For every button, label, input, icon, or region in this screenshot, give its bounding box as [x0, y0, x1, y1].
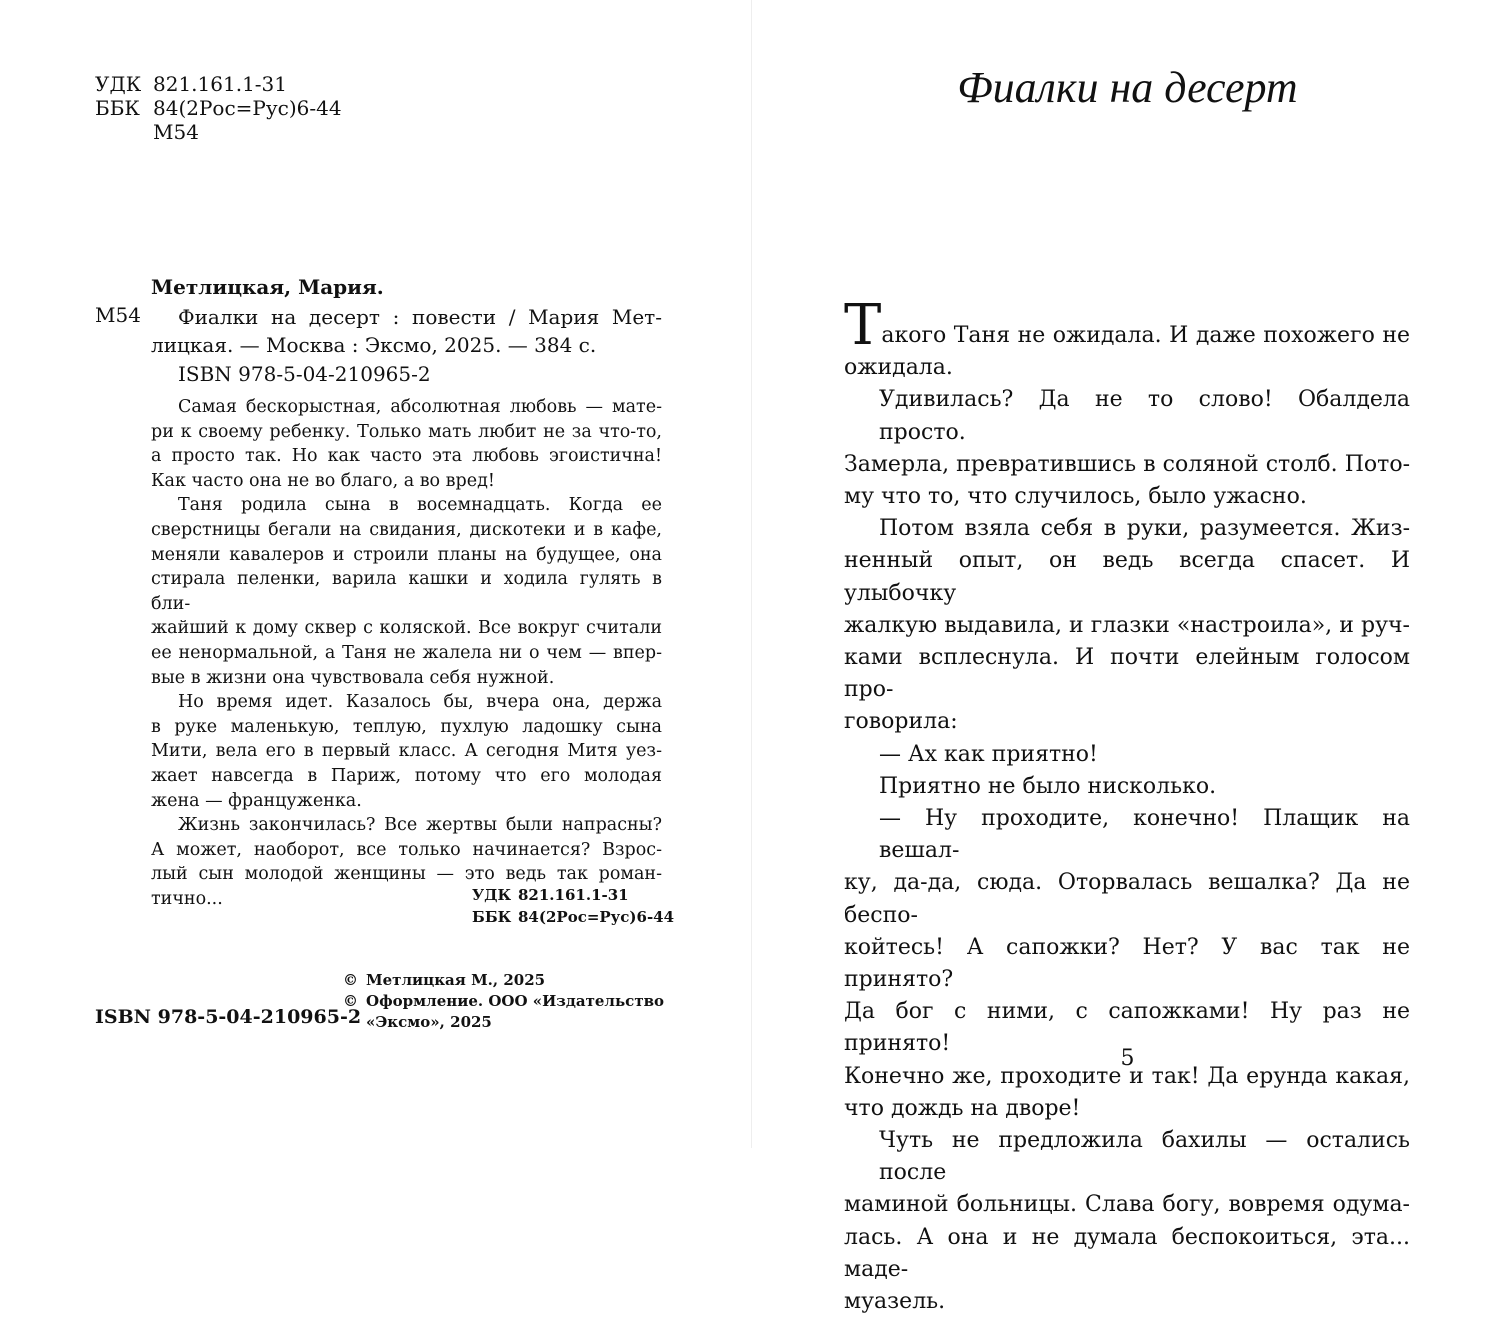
text-line: лась. А она и не думала беспокоиться, эта... маде-: [844, 1224, 1410, 1282]
author-mark: М54: [153, 120, 199, 144]
copyright-symbol: ©: [343, 971, 358, 989]
annotation-line: тично...: [151, 888, 223, 909]
text-line: говорила:: [844, 709, 958, 735]
left-page: [0, 0, 751, 1148]
copyright-symbol: ©: [343, 992, 358, 1010]
text-line: ками всплеснула. И почти елейным голосом про-: [844, 645, 1410, 703]
copyright-author: Метлицкая М., 2025: [366, 971, 546, 989]
annotation-line: сверстницы бегали на свидания, дискотеки и в кафе,: [151, 519, 662, 540]
annotation-line: Как часто она не во благо, а во вред!: [151, 470, 495, 491]
annotation-line: вые в жизни она чувствовала себя нужной.: [151, 667, 555, 688]
bbk-value: 84(2Рос=Рус)6-44: [153, 96, 342, 120]
bbk-value: 84(2Рос=Рус)6-44: [518, 908, 675, 926]
annotation-line: А может, наоборот, все только начинается? Взрос-: [151, 839, 662, 860]
classification-block: [95, 72, 342, 144]
bottom-classification: [472, 884, 674, 928]
text-line: ненный опыт, он ведь всегда спасет. И улыбочку: [844, 548, 1410, 606]
bib-line: лицкая. — Москва : Эксмо, 2025. — 384 с.: [151, 333, 597, 357]
text-line: Чуть не предложила бахилы — остались после: [879, 1128, 1410, 1186]
isbn: ISBN 978-5-04-210965-2: [178, 362, 431, 386]
author-heading: Метлицкая, Мария.: [151, 275, 384, 299]
annotation-line: Но время идет. Казалось бы, вчера она, держа: [178, 692, 662, 713]
annotation-line: в руке маленькую, теплую, пухлую ладошку сына: [151, 716, 662, 737]
bib-author-mark: М54: [95, 303, 141, 327]
bbk-label: ББК: [472, 908, 512, 926]
text-first-line: [844, 293, 1410, 358]
story-text: [844, 293, 1410, 1318]
text-line: Приятно не было нисколько.: [879, 773, 1217, 799]
annotation-line: ее ненормальной, а Таня не жалела ни о чем — впер-: [151, 642, 662, 663]
right-page: [752, 0, 1503, 1315]
text-line: Замерла, превратившись в соляной столб. Пото-: [844, 451, 1410, 477]
story-title: Фиалки на десерт: [957, 63, 1298, 112]
annotation-line: жена — француженка.: [151, 790, 362, 811]
udk-value: 821.161.1-31: [153, 72, 287, 96]
annotation: [151, 395, 662, 911]
annotation-line: стирала пеленки, варила кашки и ходила гулять в бли-: [151, 569, 662, 614]
first-line-text: акого Таня не ожидала. И даже похожего не: [881, 323, 1410, 348]
bibliographic-description: [151, 303, 662, 359]
udk-label: УДК: [472, 886, 512, 904]
annotation-line: жайший к дому сквер с коляской. Все вокруг считали: [151, 618, 662, 639]
text-line: Потом взяла себя в руки, разумеется. Жиз-: [879, 516, 1410, 542]
text-line: жалкую выдавила, и глазки «настроила», и руч-: [844, 612, 1410, 638]
annotation-line: лый сын молодой женщины — это ведь так роман-: [151, 864, 662, 885]
bib-line: Фиалки на десерт : повести / Мария Мет-: [178, 305, 662, 329]
text-line: маминой больницы. Слава богу, вовремя одума-: [844, 1192, 1410, 1218]
annotation-line: Жизнь закончилась? Все жертвы были напрасны?: [178, 815, 662, 836]
bbk-label: ББК: [95, 96, 140, 120]
text-line: койтесь! А сапожки? Нет? У вас так не принято?: [844, 934, 1410, 993]
copyright-block: [343, 970, 664, 1033]
text-line: ожидала.: [844, 355, 953, 381]
udk-label: УДК: [95, 72, 142, 96]
annotation-line: а просто так. Но как часто эта любовь эгоистична!: [151, 446, 662, 467]
annotation-line: Мити, вела его в первый класс. А сегодня Митя уез-: [151, 741, 662, 762]
udk-value: 821.161.1-31: [518, 886, 629, 904]
text-line: муазель.: [844, 1289, 946, 1315]
copyright-design: Оформление. ООО «Издательство: [366, 992, 665, 1010]
annotation-line: ри к своему ребенку. Только мать любит не за что-то,: [151, 421, 662, 442]
annotation-line: жает навсегда в Париж, потому что его молодая: [151, 765, 662, 786]
copyright-design-cont: «Эксмо», 2025: [366, 1013, 492, 1031]
text-line: что дождь на дворе!: [844, 1095, 1081, 1121]
annotation-line: Таня родила сына в восемнадцать. Когда ее: [178, 495, 662, 516]
text-line: — Ах как приятно!: [879, 741, 1098, 767]
isbn-bottom: ISBN 978-5-04-210965-2: [95, 1006, 362, 1028]
text-line: Удивилась? Да не то слово! Обалдела просто.: [879, 387, 1410, 445]
annotation-line: меняли кавалеров и строили планы на будущее, она: [151, 544, 662, 565]
text-line: му что то, что случилось, было ужасно.: [844, 484, 1307, 510]
text-line: — Ну проходите, конечно! Плащик на вешал-: [879, 806, 1410, 864]
page-number: 5: [1120, 1046, 1135, 1071]
text-line: Конечно же, проходите и так! Да ерунда какая,: [844, 1063, 1410, 1089]
annotation-line: Самая бескорыстная, абсолютная любовь — мате-: [178, 397, 662, 417]
text-line: ку, да-да, сюда. Оторвалась вешалка? Да не беспо-: [844, 870, 1410, 928]
drop-cap: Т: [844, 293, 882, 358]
text-line: Да бог с ними, с сапожками! Ну раз не принято!: [844, 999, 1410, 1057]
